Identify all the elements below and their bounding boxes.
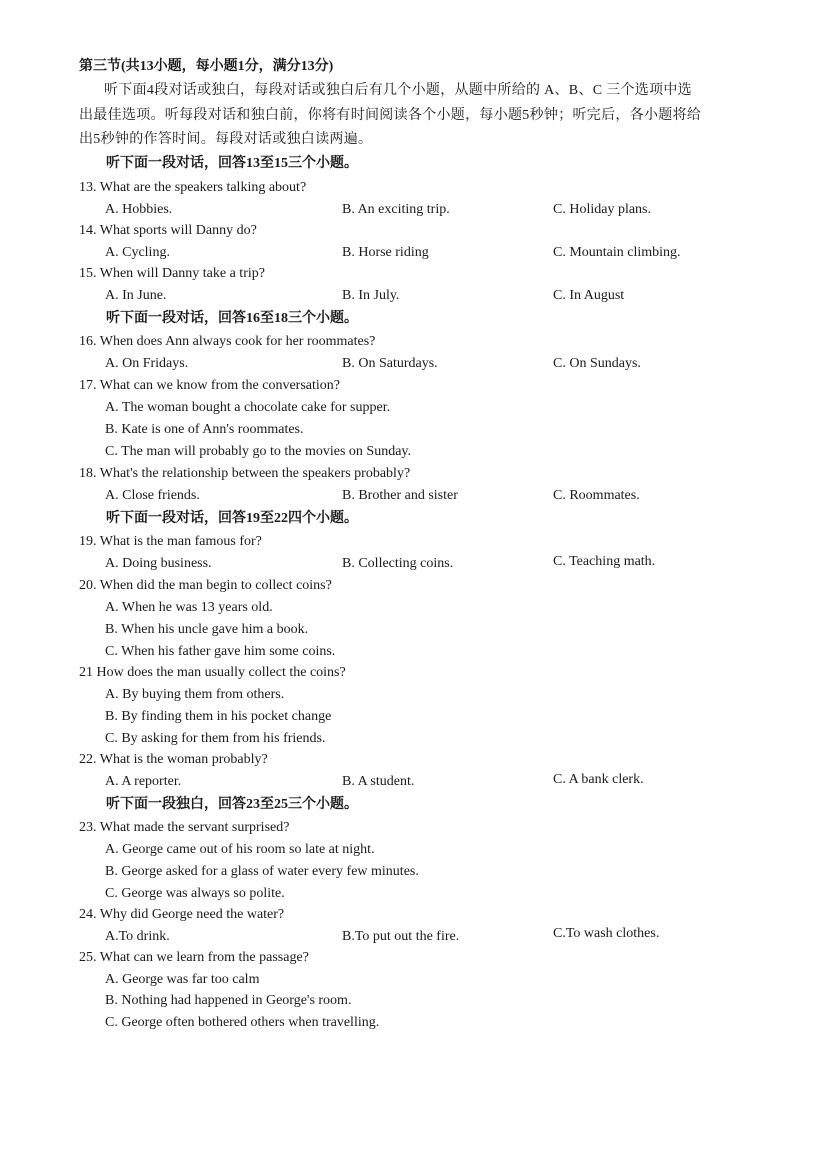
option-24-c: C.To wash clothes. [553, 926, 660, 941]
option-17-c: C. The man will probably go to the movies on Sunday. [105, 444, 412, 459]
option-19-c: C. Teaching math. [553, 554, 656, 569]
option-18-b: B. Brother and sister [342, 488, 458, 503]
option-17-a: A. The woman bought a chocolate cake for supper. [105, 400, 391, 415]
question-stem-20: 20. When did the man begin to collect coins? [79, 578, 332, 593]
option-20-a: A. When he was 13 years old. [105, 600, 273, 615]
group-instruction: 听下面一段对话，回答16至18三个小题。 [106, 311, 358, 326]
option-14-b: B. Horse riding [342, 245, 429, 260]
question-stem-25: 25. What can we learn from the passage? [79, 950, 309, 965]
question-stem-23: 23. What made the servant surprised? [79, 820, 290, 835]
option-13-c: C. Holiday plans. [553, 202, 651, 217]
option-16-b: B. On Saturdays. [342, 356, 438, 371]
option-15-c: C. In August [553, 288, 625, 303]
section-intro-line: 听下面4段对话或独白，每段对话或独白后有几个小题，从题中所给的 A、B、C 三个选项中选 [104, 83, 692, 98]
option-22-b: B. A student. [342, 774, 415, 789]
option-24-a: A.To drink. [105, 929, 170, 944]
option-25-a: A. George was far too calm [105, 972, 260, 987]
question-stem-16: 16. When does Ann always cook for her roommates? [79, 334, 376, 349]
group-instruction: 听下面一段对话，回答19至22四个小题。 [106, 511, 358, 526]
option-14-c: C. Mountain climbing. [553, 245, 681, 260]
group-instruction: 听下面一段对话，回答13至15三个小题。 [106, 156, 358, 171]
option-20-b: B. When his uncle gave him a book. [105, 622, 309, 637]
option-14-a: A. Cycling. [105, 245, 170, 260]
section-heading: 第三节(共13小题，每小题1分，满分13分) [79, 59, 334, 74]
group-instruction: 听下面一段独白，回答23至25三个小题。 [106, 797, 358, 812]
option-25-c: C. George often bothered others when travelling. [105, 1015, 380, 1030]
option-22-a: A. A reporter. [105, 774, 182, 789]
option-15-a: A. In June. [105, 288, 167, 303]
option-23-b: B. George asked for a glass of water every few minutes. [105, 864, 419, 879]
option-22-c: C. A bank clerk. [553, 772, 644, 787]
question-stem-19: 19. What is the man famous for? [79, 534, 262, 549]
question-stem-22: 22. What is the woman probably? [79, 752, 268, 767]
section-intro-line: 出5秒钟的作答时间。每段对话或独白读两遍。 [79, 132, 373, 147]
option-21-c: C. By asking for them from his friends. [105, 731, 326, 746]
option-13-a: A. Hobbies. [105, 202, 173, 217]
question-stem-24: 24. Why did George need the water? [79, 907, 285, 922]
question-stem-15: 15. When will Danny take a trip? [79, 266, 265, 281]
option-17-b: B. Kate is one of Ann's roommates. [105, 422, 304, 437]
option-20-c: C. When his father gave him some coins. [105, 644, 336, 659]
option-21-b: B. By finding them in his pocket change [105, 709, 332, 724]
option-19-a: A. Doing business. [105, 556, 212, 571]
option-21-a: A. By buying them from others. [105, 687, 285, 702]
option-13-b: B. An exciting trip. [342, 202, 450, 217]
question-stem-21: 21 How does the man usually collect the coins? [79, 665, 346, 680]
option-24-b: B.To put out the fire. [342, 929, 460, 944]
question-stem-18: 18. What's the relationship between the speakers probably? [79, 466, 411, 481]
option-18-c: C. Roommates. [553, 488, 640, 503]
section-intro-line: 出最佳选项。听每段对话和独白前，你将有时间阅读各个小题，每小题5秒钟；听完后，各小题将给 [79, 108, 702, 123]
option-16-a: A. On Fridays. [105, 356, 189, 371]
option-15-b: B. In July. [342, 288, 400, 303]
option-16-c: C. On Sundays. [553, 356, 641, 371]
question-stem-13: 13. What are the speakers talking about? [79, 180, 307, 195]
option-25-b: B. Nothing had happened in George's room. [105, 993, 352, 1008]
option-23-c: C. George was always so polite. [105, 886, 285, 901]
option-18-a: A. Close friends. [105, 488, 200, 503]
question-stem-14: 14. What sports will Danny do? [79, 223, 257, 238]
question-stem-17: 17. What can we know from the conversation? [79, 378, 340, 393]
option-23-a: A. George came out of his room so late at night. [105, 842, 375, 857]
option-19-b: B. Collecting coins. [342, 556, 454, 571]
